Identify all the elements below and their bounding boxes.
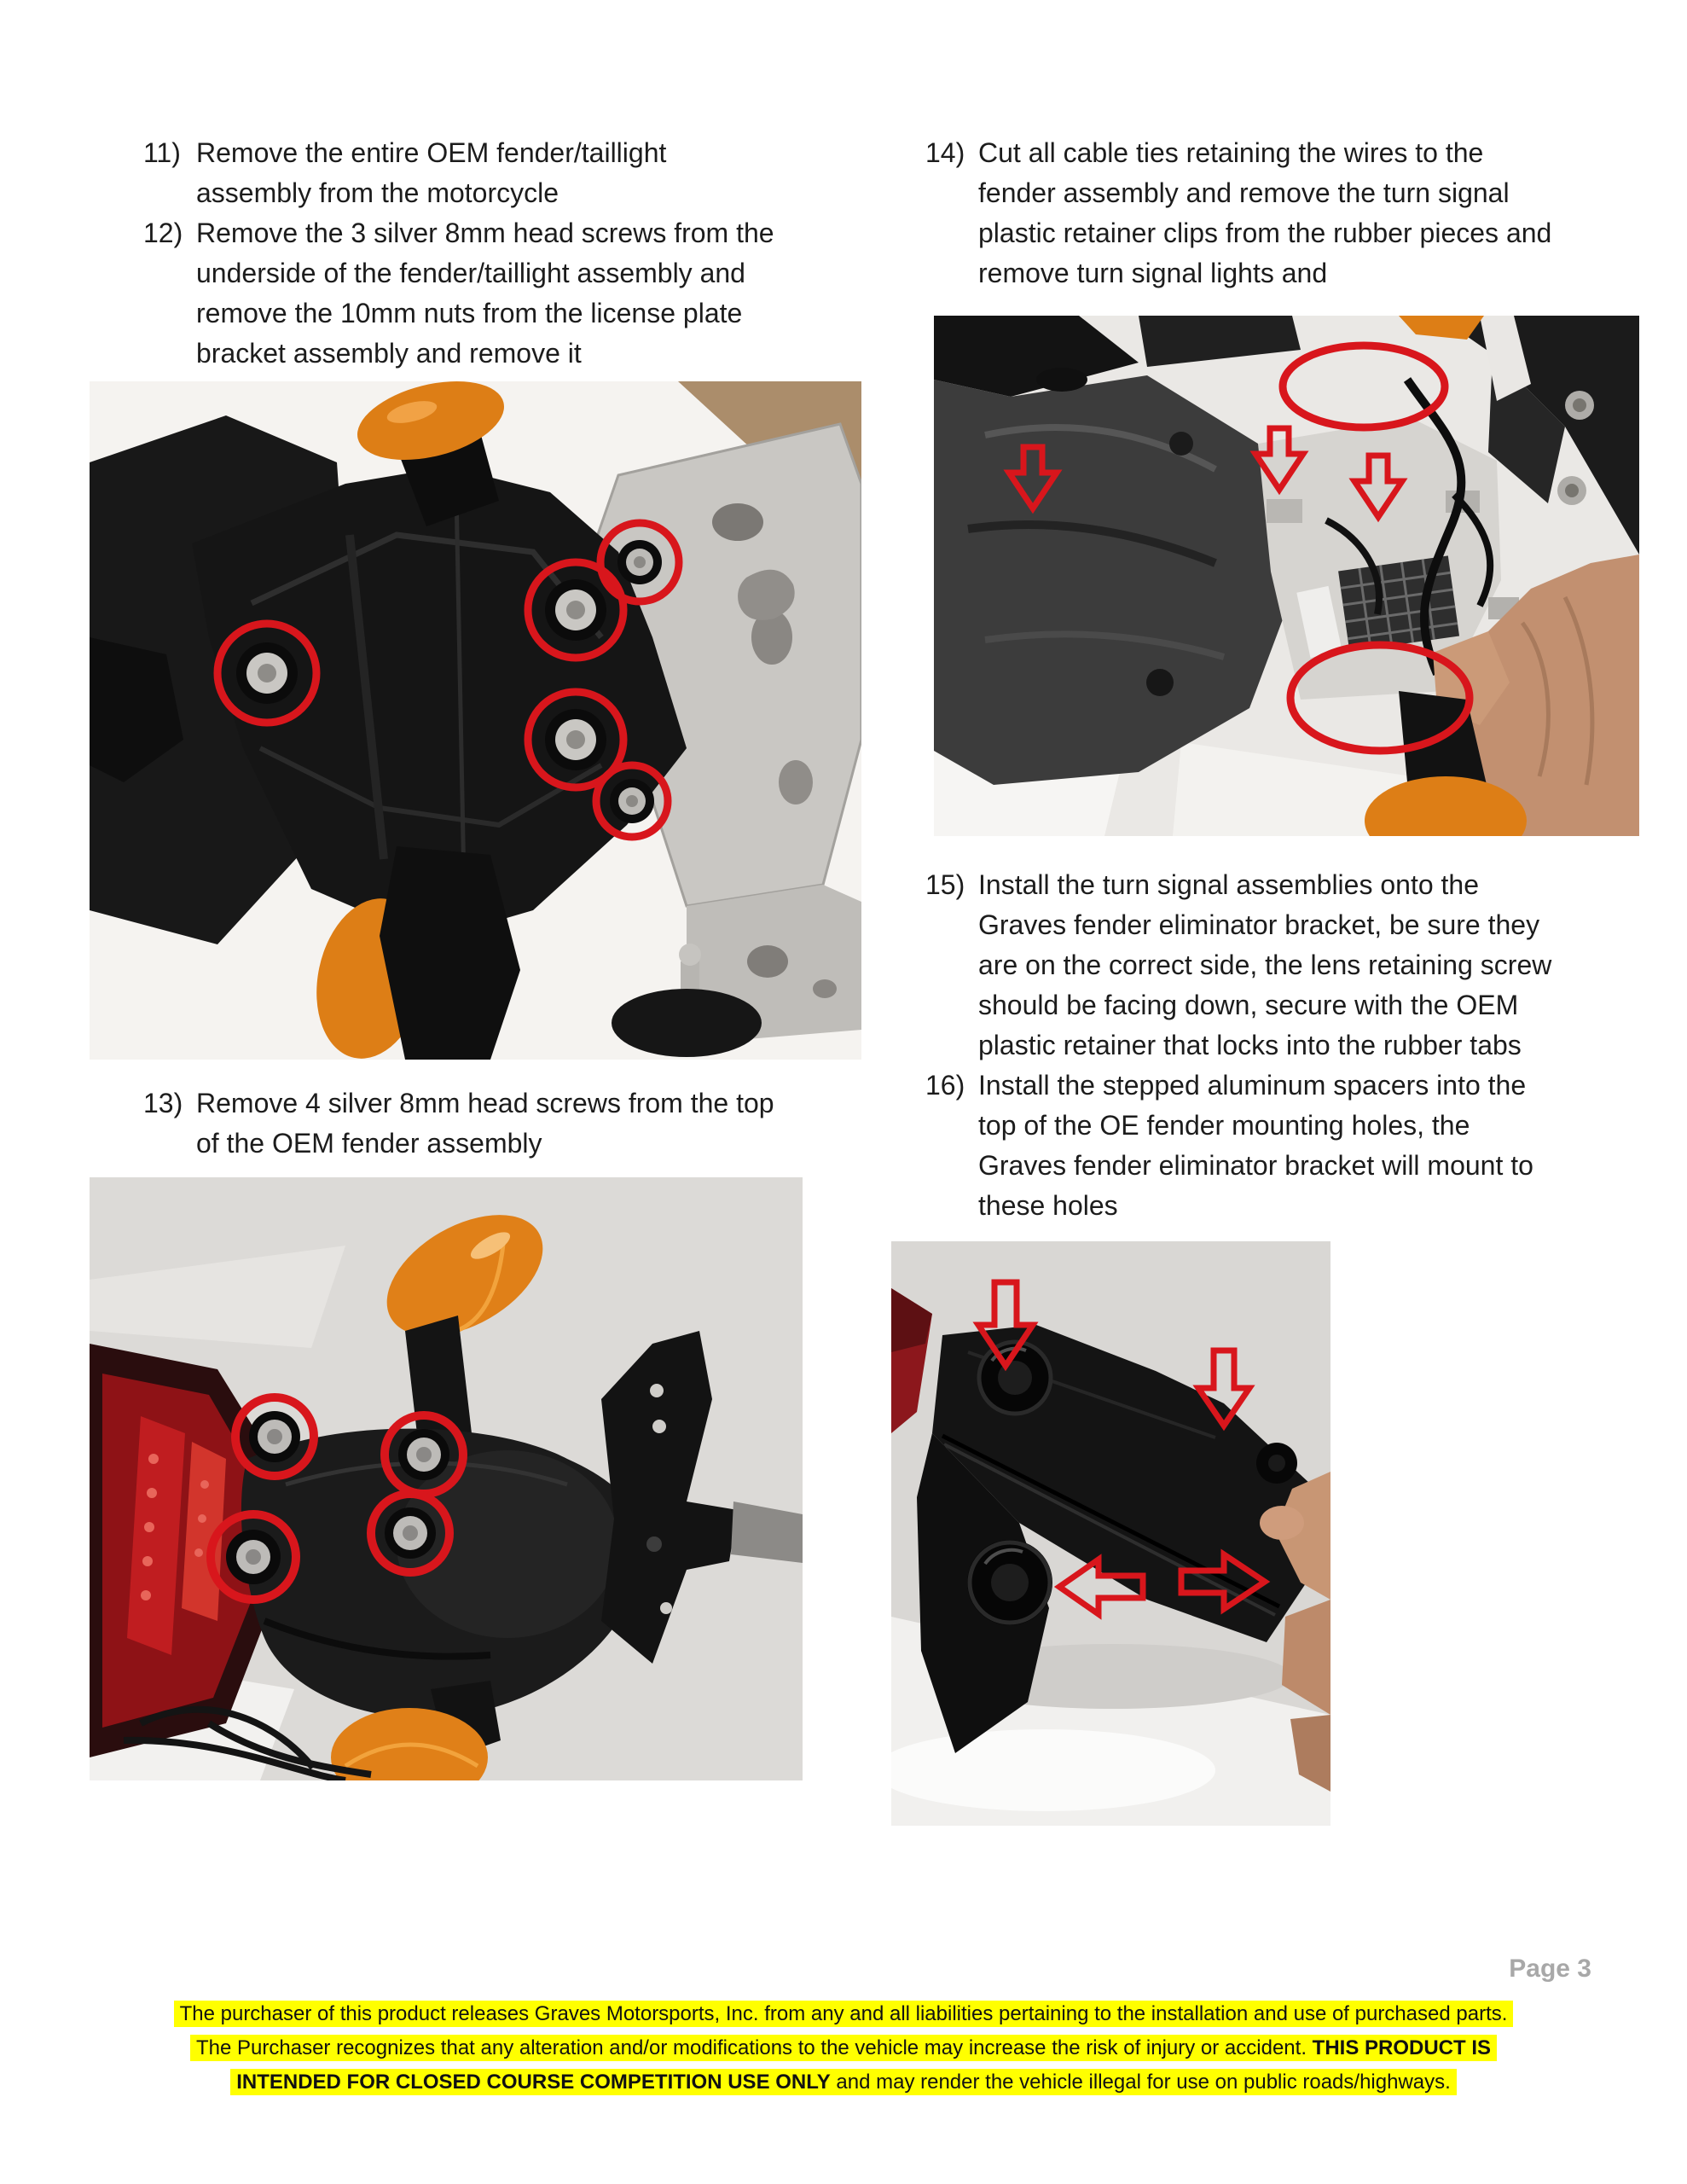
step-12-line: underside of the fender/taillight assembly and bbox=[196, 258, 745, 288]
step-12-line: remove the 10mm nuts from the license plate bbox=[196, 298, 743, 328]
step-14-line: remove turn signal lights and bbox=[978, 258, 1328, 288]
step-16 bbox=[925, 1066, 1533, 1226]
step-11-line: Remove the entire OEM fender/taillight bbox=[196, 137, 667, 168]
step-13-line: Remove 4 silver 8mm head screws from the top bbox=[196, 1088, 774, 1118]
step-13-number: 13) bbox=[143, 1088, 183, 1118]
step-13 bbox=[143, 1083, 774, 1164]
step-15-line: are on the correct side, the lens retaining screw bbox=[978, 950, 1552, 980]
step-15-line: Graves fender eliminator bracket, be sure they bbox=[978, 909, 1540, 940]
photo-mounting-holes-graphic bbox=[891, 1241, 1330, 1826]
step-14-line: Cut all cable ties retaining the wires to the bbox=[978, 137, 1484, 168]
cable-clip bbox=[1267, 499, 1302, 523]
photo-fender-top bbox=[90, 1177, 803, 1780]
photo-fender-underside-graphic bbox=[90, 381, 861, 1060]
step-16-number: 16) bbox=[925, 1070, 965, 1101]
photo-fender-wiring-graphic bbox=[934, 316, 1639, 836]
step-14-line: plastic retainer clips from the rubber pieces and bbox=[978, 218, 1552, 248]
disclaimer-highlight: The Purchaser recognizes that any alteration and/or modifications to the vehicle may increase the risk of injury or accident. THIS PRODUCT IS bbox=[190, 2035, 1497, 2061]
step-15-line: plastic retainer that locks into the rubber tabs bbox=[978, 1030, 1522, 1060]
step-11-line: assembly from the motorcycle bbox=[196, 177, 559, 208]
round-base bbox=[612, 989, 762, 1057]
step-13-line: of the OEM fender assembly bbox=[196, 1128, 542, 1159]
fingertip bbox=[1260, 1506, 1304, 1540]
disclaimer-highlight: The purchaser of this product releases Graves Motorsports, Inc. from any and all liabilities pertaining to the installation and use of purchased parts. bbox=[174, 2001, 1514, 2027]
page-number: Page 3 bbox=[1509, 1955, 1591, 1983]
disclaimer-footer bbox=[0, 1997, 1687, 2100]
step-12-number: 12) bbox=[143, 218, 183, 248]
photo-fender-top-graphic bbox=[90, 1177, 803, 1780]
step-12-line: Remove the 3 silver 8mm head screws from the bbox=[196, 218, 774, 248]
disclaimer-line-1 bbox=[0, 1997, 1687, 2031]
step-14 bbox=[925, 133, 1551, 293]
step-12-line: bracket assembly and remove it bbox=[196, 338, 582, 369]
disclaimer-highlight: INTENDED FOR CLOSED COURSE COMPETITION USE ONLY and may render the vehicle illegal for use on public roads/highways. bbox=[230, 2069, 1457, 2095]
disclaimer-line-2 bbox=[0, 2031, 1687, 2065]
step-16-line: these holes bbox=[978, 1190, 1118, 1221]
step-15-number: 15) bbox=[925, 869, 965, 900]
step-14-line: fender assembly and remove the turn signal bbox=[978, 177, 1510, 208]
step-11-number: 11) bbox=[143, 137, 181, 168]
step-12 bbox=[143, 213, 774, 374]
photo-mounting-holes bbox=[891, 1241, 1330, 1826]
step-16-line: Install the stepped aluminum spacers into the bbox=[978, 1070, 1527, 1101]
step-11 bbox=[143, 133, 666, 213]
photo-fender-wiring bbox=[934, 316, 1639, 836]
photo-fender-underside bbox=[90, 381, 861, 1060]
step-15-line: Install the turn signal assemblies onto the bbox=[978, 869, 1479, 900]
step-16-line: Graves fender eliminator bracket will mount to bbox=[978, 1150, 1533, 1181]
step-16-line: top of the OE fender mounting holes, the bbox=[978, 1110, 1470, 1141]
step-15 bbox=[925, 865, 1551, 1066]
disclaimer-line-3 bbox=[0, 2065, 1687, 2100]
disclaimer-bold-text: THIS PRODUCT IS bbox=[1312, 2036, 1491, 2059]
step-14-number: 14) bbox=[925, 137, 965, 168]
step-15-line: should be facing down, secure with the OEM bbox=[978, 990, 1519, 1020]
disclaimer-bold-text: INTENDED FOR CLOSED COURSE COMPETITION USE ONLY bbox=[236, 2071, 831, 2094]
